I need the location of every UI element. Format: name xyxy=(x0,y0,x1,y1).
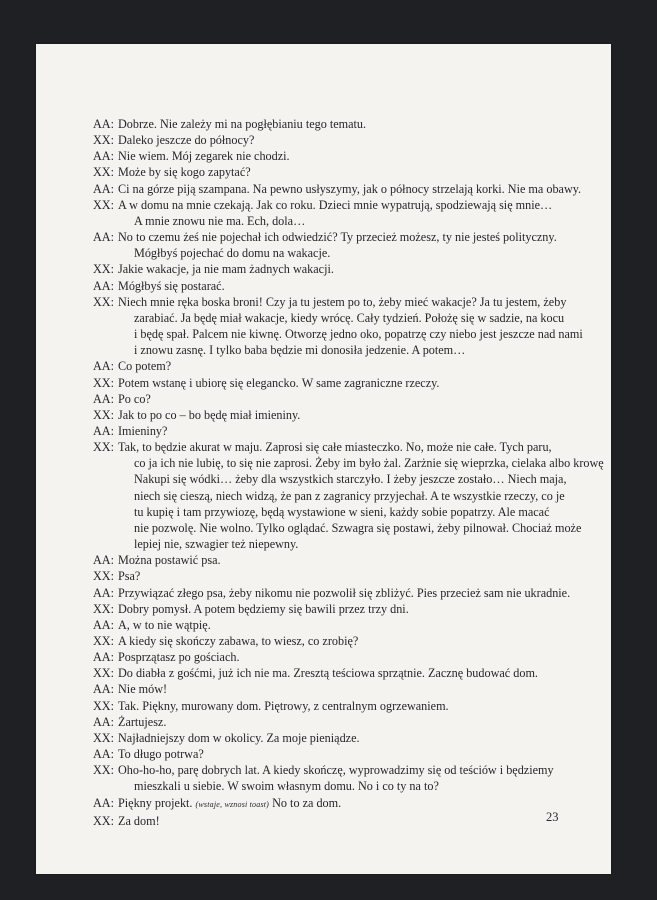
speaker-label: XX: xyxy=(93,375,114,390)
dialogue-line xyxy=(88,813,578,829)
speaker-label: XX: xyxy=(93,133,114,148)
continuation-line: mieszkali u siebie. W swoim własnym domu. No i co ty na to? xyxy=(134,779,439,794)
continuation-line: co ja ich nie lubię, to się nie zaprosi. Żeby im było żal. Zarżnie się wieprzka, cielaka albo krowę xyxy=(134,456,604,471)
dialogue-line xyxy=(88,132,578,148)
line-text: Tak. Piękny, murowany dom. Piętrowy, z centralnym ogrzewaniem. xyxy=(118,698,449,713)
speaker-label: AA: xyxy=(93,359,114,374)
dialogue-text xyxy=(88,116,604,829)
speaker-label: XX: xyxy=(93,165,114,180)
continuation-line: i znowu zasnę. I tylko baba będzie mi donosiła jedzenie. A potem… xyxy=(134,343,466,358)
line-text: Oho-ho-ho, parę dobrych lat. A kiedy skończę, wyprowadzimy się od teściów i będziemy xyxy=(118,763,554,778)
continuation-line: Mógłbyś pojechać do domu na wakacje. xyxy=(134,246,331,261)
dialogue-line xyxy=(88,585,578,601)
line-text: Dobry pomysł. A potem będziemy się bawili przez trzy dni. xyxy=(118,601,409,616)
speaker-label: XX: xyxy=(93,407,114,422)
dialogue-line xyxy=(88,439,578,455)
speaker-label: XX: xyxy=(93,294,114,309)
dialogue-line xyxy=(88,423,578,439)
dialogue-line xyxy=(88,116,578,132)
speaker-label: AA: xyxy=(93,650,114,665)
continuation-line: lepiej nie, szwagier też niepewny. xyxy=(134,537,299,552)
dialogue-line xyxy=(88,407,578,423)
continuation-line: niech się cieszą, niech widzą, że pan z zagranicy przyjechał. A te wszystkie rzeczy, co je xyxy=(134,488,565,503)
line-text: Za dom! xyxy=(118,813,160,828)
line-text: Co potem? xyxy=(118,359,172,374)
dialogue-line xyxy=(88,181,582,197)
speaker-label: AA: xyxy=(93,617,114,632)
line-text: Ci na górze piją szampana. Na pewno usłyszymy, jak o północy strzelają korki. Nie ma obawy. xyxy=(118,181,582,196)
speaker-label: AA: xyxy=(93,230,114,245)
speaker-label: AA: xyxy=(93,117,114,131)
line-text: Daleko jeszcze do północy? xyxy=(118,133,255,148)
dialogue-line xyxy=(88,261,578,277)
line-text: No to czemu żeś nie pojechał ich odwiedzić? Ty przecież możesz, ty nie jesteś polityczny. xyxy=(118,230,557,245)
speaker-label: AA: xyxy=(93,391,114,406)
speaker-label: XX: xyxy=(93,634,114,648)
dialogue-line xyxy=(88,649,578,665)
line-text: Najładniejszy dom w okolicy. Za moje pieniądze. xyxy=(118,730,360,745)
stage-direction: (wstaje, wznosi toast) xyxy=(195,799,270,809)
line-text: Psa? xyxy=(118,569,141,584)
line-text: Może by się kogo zapytać? xyxy=(118,165,251,180)
dialogue-line xyxy=(88,698,578,714)
line-text: To długo potrwa? xyxy=(118,747,204,762)
dialogue-line xyxy=(88,375,578,391)
script-page xyxy=(36,44,611,874)
speaker-label: AA: xyxy=(93,795,114,810)
speaker-label: XX: xyxy=(93,569,114,584)
speaker-label: XX: xyxy=(93,730,114,745)
dialogue-line xyxy=(88,229,578,245)
line-text: Niech mnie ręka boska broni! Czy ja tu jestem po to, żeby mieć wakacje? Ja tu jestem, żeby xyxy=(118,294,567,309)
speaker-label: AA: xyxy=(93,585,114,600)
continuation-line: tu kupię i tam przywiozę, będą wystawione w sieni, każdy sobie popatrzy. Ale macać xyxy=(134,504,550,519)
dialogue-line xyxy=(88,552,578,568)
speaker-label: AA: xyxy=(93,149,114,164)
line-text: Do diabła z gośćmi, już ich nie ma. Zresztą teściowa sprzątnie. Zacznę budować dom. xyxy=(118,666,538,681)
dialogue-line xyxy=(88,148,578,164)
dialogue-line xyxy=(88,746,578,762)
line-text: A, w to nie wątpię. xyxy=(118,617,211,632)
dialogue-line xyxy=(88,633,578,649)
dialogue-line xyxy=(88,730,578,746)
dialogue-line xyxy=(88,762,578,778)
dialogue-line xyxy=(88,294,578,310)
dialogue-line xyxy=(88,358,578,374)
line-text: Po co? xyxy=(118,391,151,406)
line-text: Dobrze. Nie zależy mi na pogłębianiu tego tematu. xyxy=(118,117,367,131)
speaker-label: XX: xyxy=(93,666,114,681)
line-text: Jakie wakacje, ja nie mam żadnych wakacji. xyxy=(118,262,334,277)
dialogue-line xyxy=(88,278,578,294)
dialogue-line xyxy=(88,617,578,633)
line-text: Nie wiem. Mój zegarek nie chodzi. xyxy=(118,149,290,164)
line-text: Żartujesz. xyxy=(118,714,167,729)
dialogue-line xyxy=(88,795,578,813)
dialogue-line xyxy=(88,164,578,180)
dialogue-line xyxy=(88,665,578,681)
speaker-label: XX: xyxy=(93,813,114,828)
line-text: A kiedy się skończy zabawa, to wiesz, co zrobię? xyxy=(118,634,359,648)
speaker-label: XX: xyxy=(93,262,114,277)
line-text: Można postawić psa. xyxy=(118,553,221,568)
continuation-line: nie pozwolę. Nie wolno. Tylko oglądać. Szwagra się postawi, żeby pilnował. Chociaż może xyxy=(134,520,582,535)
continuation-line: Nakupi się wódki… żeby dla wszystkich starczyło. I żeby jeszcze zostało… Niech maja, xyxy=(134,472,567,487)
speaker-label: XX: xyxy=(93,698,114,713)
speaker-label: XX: xyxy=(93,763,114,778)
continuation-line: A mnie znowu nie ma. Ech, dola… xyxy=(134,213,306,228)
continuation-line: i będę spał. Palcem nie kiwnę. Otworzę jedno oko, popatrzę czy niebo jest jeszcze nad nami xyxy=(134,327,583,342)
speaker-label: XX: xyxy=(93,197,114,212)
line-text: Posprzątasz po gościach. xyxy=(118,650,240,665)
speaker-label: AA: xyxy=(93,278,114,293)
dialogue-line xyxy=(88,681,578,697)
speaker-label: XX: xyxy=(93,601,114,616)
line-text: Jak to po co – bo będę miał imieniny. xyxy=(118,407,301,422)
speaker-label: AA: xyxy=(93,181,114,196)
dialogue-line xyxy=(88,601,578,617)
dialogue-line xyxy=(88,568,578,584)
speaker-label: AA: xyxy=(93,423,114,438)
page-number: 23 xyxy=(546,810,559,824)
line-text: Tak, to będzie akurat w maju. Zaprosi się całe miasteczko. No, może nie całe. Tych paru, xyxy=(118,440,552,455)
speaker-label: AA: xyxy=(93,682,114,697)
dialogue-line xyxy=(88,391,578,407)
line-text: Mógłbyś się postarać. xyxy=(118,278,225,293)
line-text: Piękny projekt. (wstaje, wznosi toast) No to za dom. xyxy=(118,795,342,810)
speaker-label: AA: xyxy=(93,747,114,762)
line-text: Imieniny? xyxy=(118,423,168,438)
line-text: A w domu na mnie czekają. Jak co roku. Dzieci mnie wypatrują, spodziewają się mnie… xyxy=(118,197,553,212)
line-text: Potem wstanę i ubiorę się eleganckо. W same zagraniczne rzeczy. xyxy=(118,375,440,390)
dialogue-line xyxy=(88,197,578,213)
speaker-label: AA: xyxy=(93,553,114,568)
speaker-label: XX: xyxy=(93,440,114,455)
line-text: Nie mów! xyxy=(118,682,168,697)
line-text: Przywiązać złego psa, żeby nikomu nie pozwolił się zbliżyć. Pies przecież sam nie ukradnie. xyxy=(118,585,571,600)
dialogue-line xyxy=(88,714,578,730)
speaker-label: AA: xyxy=(93,714,114,729)
continuation-line: zarabiać. Ja będę miał wakacje, kiedy wrócę. Cały tydzień. Położę się w sadzie, na kocu xyxy=(134,310,565,325)
